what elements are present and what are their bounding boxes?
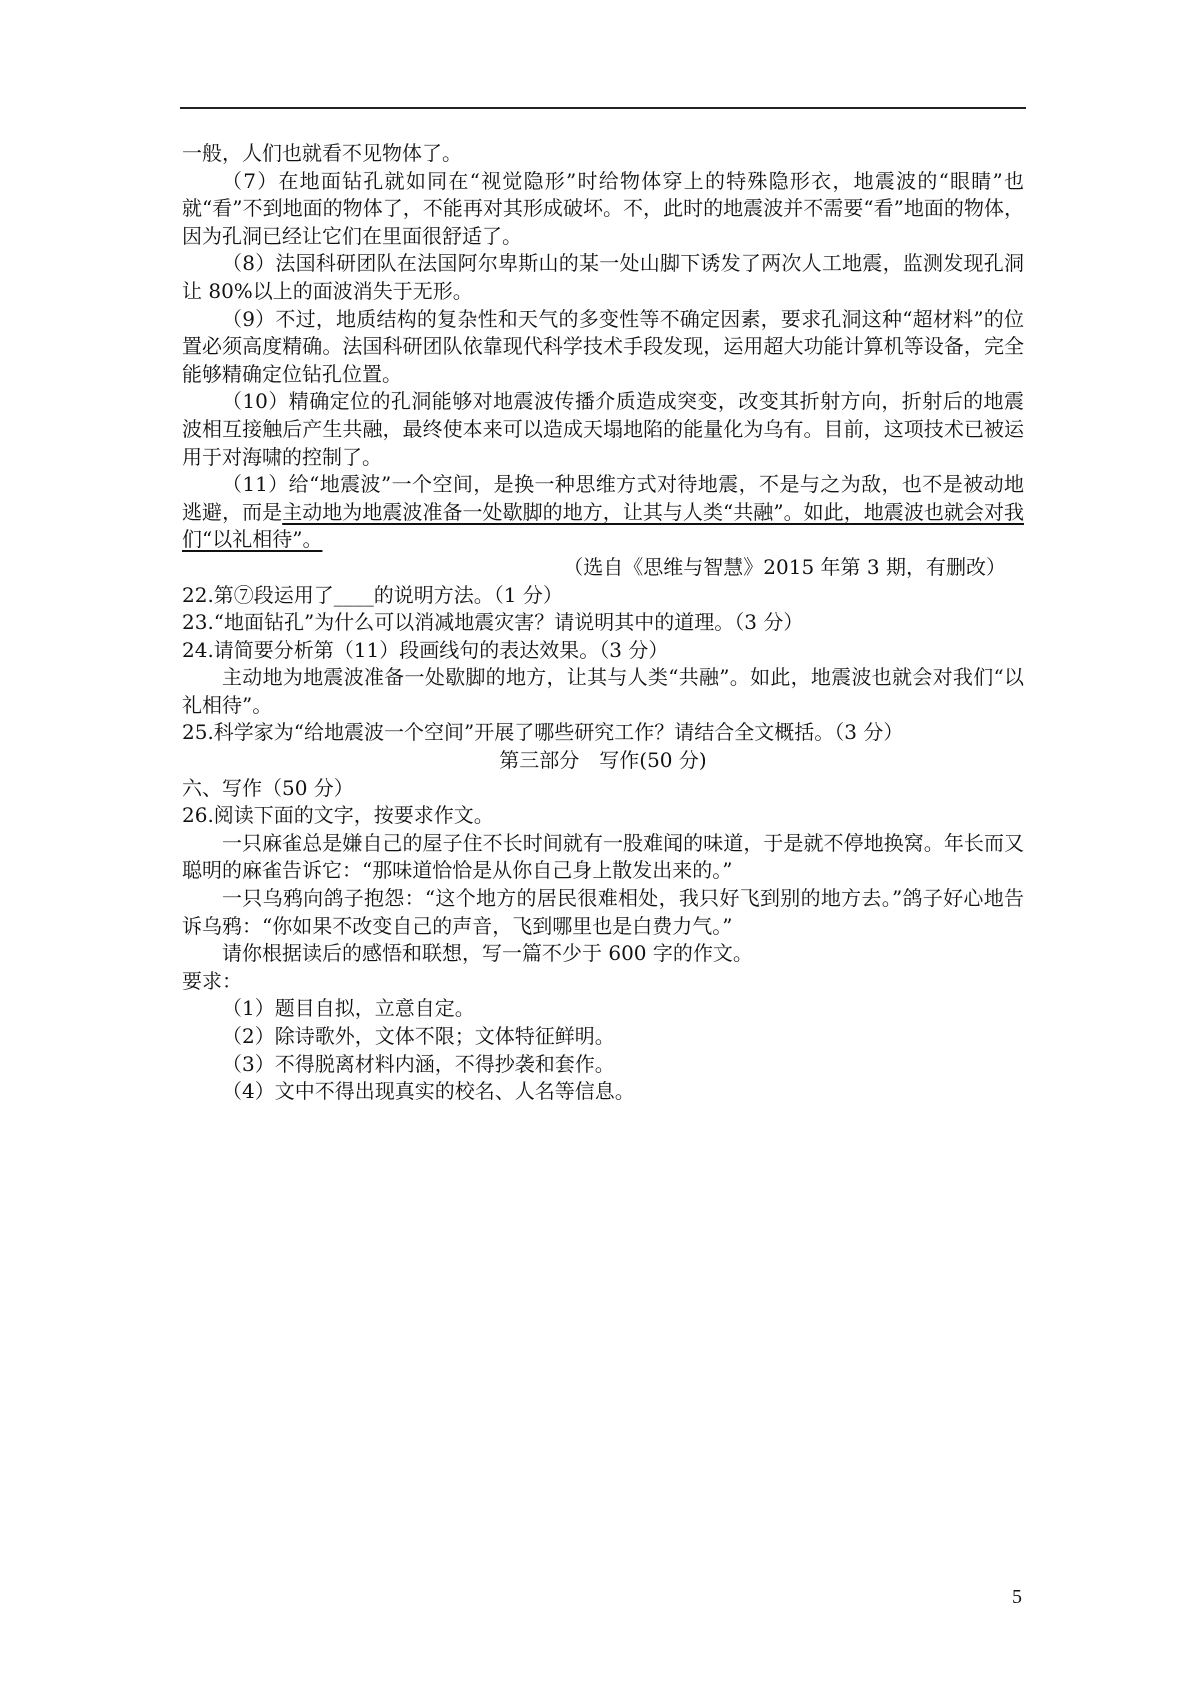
requirement-item: （2）除诗歌外，文体不限；文体特征鲜明。 [222,1024,615,1048]
question-24: 24.请简要分析第（11）段画线句的表达效果。（3 分） [182,637,669,662]
writing-section-heading: 六、写作（50 分） [182,775,354,800]
requirement-item: （4）文中不得出现真实的校名、人名等信息。 [222,1079,635,1104]
paragraph-11-text: （11）给“地震波”一个空间，是换一种思维方式对待地震，不是与之为敌，也不是被动地逃避，而是 [182,472,1024,524]
story-crow: 一只乌鸦向鸽子抱怨：“这个地方的居民很难相处，我只好飞到别的地方去。”鸽子好心地告诉乌鸦：“你如果不改变自己的声音，飞到哪里也是白费力气。” [182,886,1024,938]
source-citation: （选自《思维与智慧》2015 年第 3 期，有删改） [563,554,1006,579]
page-content [182,140,1024,1106]
question-24-quote: 主动地为地震波准备一处歇脚的地方，让其与人类“共融”。如此，地震波也就会对我们“以礼相待”。 [182,665,1024,717]
paragraph-11 [182,471,1024,554]
paragraph-8: （8）法国科研团队在法国阿尔卑斯山的某一处山脚下诱发了两次人工地震，监测发现孔洞让 80%以上的面波消失于无形。 [182,251,1024,303]
story-sparrow: 一只麻雀总是嫌自己的屋子住不长时间就有一股难闻的味道，于是就不停地换窝。年长而又聪明的麻雀告诉它：“那味道恰恰是从你自己身上散发出来的。” [182,830,1024,883]
question-22: 22.第⑦段运用了____的说明方法。（1 分） [182,582,563,607]
question-23: 23.“地面钻孔”为什么可以消减地震灾害？请说明其中的道理。（3 分） [182,610,804,635]
writing-prompt: 请你根据读后的感悟和联想，写一篇不少于 600 字的作文。 [222,941,753,966]
paragraph-10: （10）精确定位的孔洞能够对地震波传播介质造成突变，改变其折射方向，折射后的地震波相互接触后产生共融，最终使本来可以造成天塌地陷的能量化为乌有。目前，这项技术已被运用于对海啸的控制了。 [182,389,1024,469]
requirement-item: （3）不得脱离材料内涵，不得抄袭和套作。 [222,1051,615,1076]
page-number: 5 [1012,1586,1022,1608]
paragraph-7: （7）在地面钻孔就如同在“视觉隐形”时给物体穿上的特殊隐形衣，地震波的“眼睛”也就“看”不到地面的物体了，不能再对其形成破坏。不，此时的地震波并不需要“看”地面的物体，因为孔洞已经让它们在里面很舒适了。 [182,168,1024,248]
part-three-title: 第三部分 写作(50 分) [499,748,707,773]
question-25: 25.科学家为“给地震波一个空间”开展了哪些研究工作？请结合全文概括。（3 分） [182,720,904,745]
question-26: 26.阅读下面的文字，按要求作文。 [182,803,494,828]
paragraph-9: （9）不过，地质结构的复杂性和天气的多变性等不确定因素，要求孔洞这种“超材料”的位置必须高度精确。法国科研团队依靠现代科学技术手段发现，运用超大功能计算机等设备，完全能够精确定位钻孔位置。 [182,306,1024,386]
requirement-item: （1）题目自拟，立意自定。 [222,996,475,1021]
paragraph-11-underlined-sentence: 主动地为地震波准备一处歇脚的地方，让其与人类“共融”。如此，地震波也就会对我们“以礼相待”。 [182,499,1024,552]
paragraph-continuation: 一般，人们也就看不见物体了。 [182,141,462,165]
requirements-label: 要求： [182,968,242,993]
header-rule [180,107,1026,109]
